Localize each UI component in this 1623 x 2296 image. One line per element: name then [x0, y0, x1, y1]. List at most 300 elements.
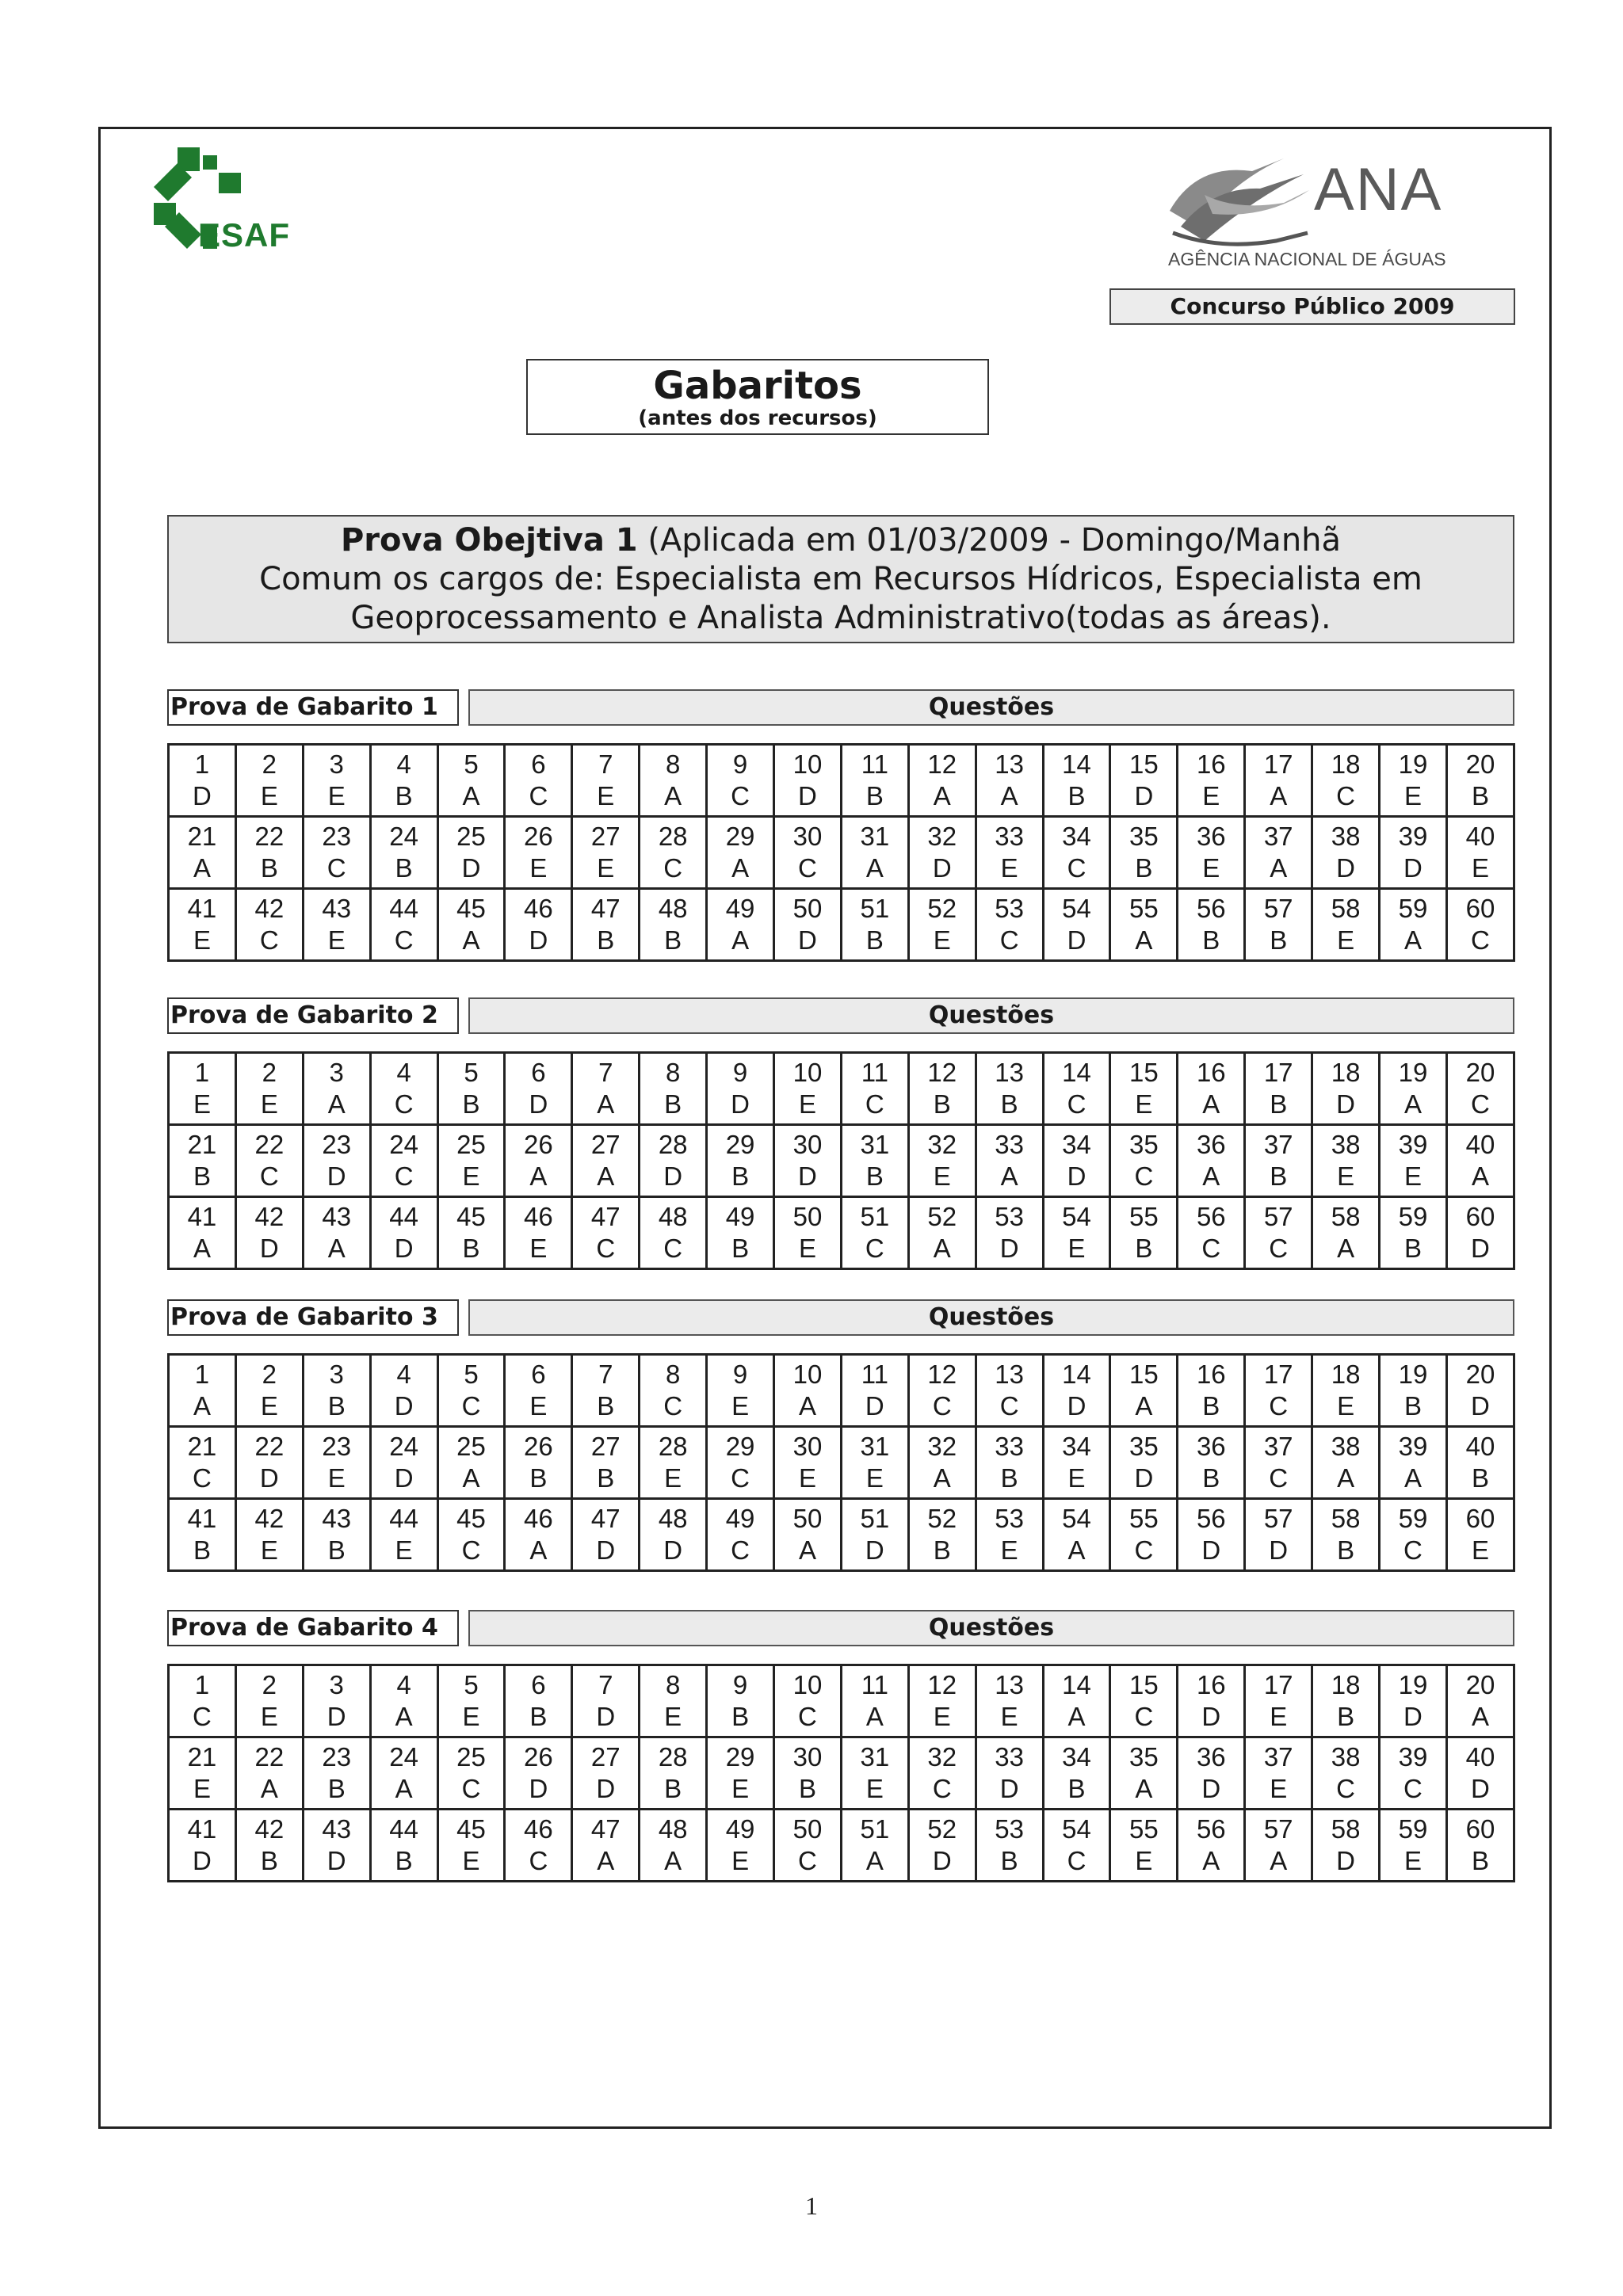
question-number: 32 [927, 1432, 957, 1461]
answer-letter: E [865, 1774, 884, 1803]
answer-letter: C [529, 1846, 548, 1875]
question-number: 47 [590, 894, 621, 923]
answer-letter: A [798, 1535, 816, 1565]
question-number: 38 [1331, 1432, 1361, 1461]
answer-cell [1446, 889, 1514, 961]
question-number: 18 [1331, 749, 1361, 779]
answer-letter: A [193, 1234, 211, 1263]
answer-letter: A [1270, 781, 1288, 810]
answer-letter: A [462, 925, 480, 955]
question-number: 48 [658, 1504, 688, 1533]
question-number: 3 [329, 1058, 344, 1087]
answer-cell [370, 745, 437, 817]
answer-letter: B [193, 1161, 211, 1191]
answer-letter: E [1067, 1463, 1086, 1493]
question-number: 5 [464, 1058, 479, 1087]
answer-letter: A [664, 781, 682, 810]
answer-letter: A [529, 1535, 548, 1565]
question-number: 53 [995, 1202, 1024, 1231]
answer-letter: B [865, 781, 884, 810]
answer-letter: E [529, 853, 548, 883]
answer-cell [370, 1427, 437, 1499]
answer-cell [1178, 1427, 1245, 1499]
answer-letter: E [1403, 781, 1422, 810]
answer-cell [841, 1665, 908, 1737]
question-number: 25 [456, 1742, 486, 1772]
answer-cell [235, 1125, 303, 1197]
question-number: 15 [1129, 1360, 1159, 1389]
answer-cell [1312, 1053, 1380, 1125]
answer-letter: E [1000, 853, 1018, 883]
answer-cell [303, 1125, 370, 1197]
answer-cell [1043, 1737, 1110, 1810]
answer-letter: E [1202, 853, 1220, 883]
answer-letter: B [327, 1391, 346, 1421]
answer-cell [1178, 1737, 1245, 1810]
question-number: 11 [861, 749, 888, 779]
question-number: 57 [1263, 1202, 1293, 1231]
answer-letter: A [1202, 1846, 1220, 1875]
question-number: 48 [658, 894, 688, 923]
answer-cell [169, 1499, 236, 1571]
answer-letter: D [461, 853, 481, 883]
question-number: 7 [598, 1058, 613, 1087]
answer-letter: C [1067, 1846, 1086, 1875]
question-number: 4 [396, 1058, 411, 1087]
question-number: 31 [860, 822, 890, 851]
answer-cell [437, 1053, 505, 1125]
answer-letter: E [1270, 1702, 1288, 1731]
question-number: 41 [187, 1504, 217, 1533]
question-number: 14 [1062, 1360, 1091, 1389]
question-number: 17 [1263, 1360, 1293, 1389]
answer-letter: D [1336, 1846, 1355, 1875]
answer-cell [437, 1427, 505, 1499]
question-number: 32 [927, 1742, 957, 1772]
question-number: 7 [598, 1360, 613, 1389]
answer-letter: D [932, 1846, 952, 1875]
answer-letter: B [395, 781, 413, 810]
gabarito-label: Prova de Gabarito 3 [167, 1299, 459, 1336]
question-number: 46 [524, 1202, 553, 1231]
question-number: 29 [725, 1742, 755, 1772]
answer-letter: C [1269, 1391, 1289, 1421]
answer-letter: C [798, 1846, 817, 1875]
question-number: 11 [861, 1058, 888, 1087]
answer-letter: A [462, 1463, 480, 1493]
answer-cell [707, 1355, 774, 1427]
answer-cell [303, 1355, 370, 1427]
answer-letter: C [731, 781, 750, 810]
gabarito-label: Prova de Gabarito 1 [167, 689, 459, 726]
answer-letter: D [865, 1535, 884, 1565]
table-row [169, 1499, 1514, 1571]
question-number: 38 [1331, 1130, 1361, 1159]
question-number: 30 [792, 822, 823, 851]
answer-letter: D [529, 925, 548, 955]
answer-letter: A [260, 1774, 278, 1803]
answer-cell [437, 1125, 505, 1197]
question-number: 44 [389, 894, 418, 923]
question-number: 14 [1062, 1058, 1091, 1087]
answer-letter: B [395, 1846, 413, 1875]
question-number: 22 [254, 1742, 285, 1772]
answer-letter: E [731, 1846, 750, 1875]
question-number: 38 [1331, 1742, 1361, 1772]
answer-cell [303, 745, 370, 817]
answer-cell [505, 1810, 572, 1882]
answer-cell [774, 1355, 842, 1427]
question-number: 36 [1196, 1742, 1226, 1772]
answer-letter: E [529, 1234, 548, 1263]
answer-cell [437, 1810, 505, 1882]
answer-cell [370, 1125, 437, 1197]
answer-letter: A [731, 853, 750, 883]
answer-letter: C [932, 1391, 952, 1421]
answer-cell [707, 1665, 774, 1737]
question-number: 12 [927, 1058, 957, 1087]
answer-cell [169, 1810, 236, 1882]
answer-cell [976, 1053, 1043, 1125]
question-number: 39 [1398, 1742, 1428, 1772]
answer-letter: A [597, 1161, 615, 1191]
answer-cell [1178, 745, 1245, 817]
question-number: 58 [1331, 1814, 1361, 1844]
question-number: 40 [1465, 822, 1495, 851]
answer-letter: B [1270, 1161, 1288, 1191]
answer-letter: B [1471, 1846, 1489, 1875]
answer-letter: D [394, 1391, 414, 1421]
question-number: 51 [860, 1202, 890, 1231]
answer-letter: B [462, 1089, 480, 1119]
answer-cell [437, 745, 505, 817]
answer-cell [1446, 1197, 1514, 1269]
answer-cell [841, 745, 908, 817]
answer-letter: D [932, 853, 952, 883]
answer-letter: D [1471, 1234, 1490, 1263]
esaf-logo-text: ESAF [198, 216, 291, 254]
question-number: 46 [524, 894, 553, 923]
answer-cell [1312, 1737, 1380, 1810]
answer-letter: D [798, 925, 817, 955]
question-number: 50 [792, 1814, 823, 1844]
answer-letter: B [1067, 781, 1086, 810]
answer-cell [1312, 1665, 1380, 1737]
question-number: 19 [1398, 1670, 1428, 1699]
question-number: 51 [860, 894, 890, 923]
question-number: 56 [1196, 894, 1226, 923]
answer-cell [1110, 889, 1178, 961]
answer-letter: B [1067, 1774, 1086, 1803]
answer-letter: E [1202, 781, 1220, 810]
answer-cell [1446, 817, 1514, 889]
question-number: 56 [1196, 1504, 1226, 1533]
answer-letter: D [1067, 925, 1086, 955]
prova-name: Prova Obejtiva 1 [340, 522, 638, 559]
answer-cell [505, 889, 572, 961]
answer-letter: B [260, 1846, 278, 1875]
question-number: 59 [1398, 894, 1428, 923]
answer-cell [235, 1737, 303, 1810]
question-number: 46 [524, 1814, 553, 1844]
answer-letter: E [193, 1774, 211, 1803]
answer-cell [505, 1427, 572, 1499]
answer-letter: A [327, 1234, 346, 1263]
answer-letter: A [731, 925, 750, 955]
gabarito-label: Prova de Gabarito 2 [167, 997, 459, 1034]
answer-letter: D [1269, 1535, 1289, 1565]
prova-info-box [167, 515, 1514, 643]
answer-letter: E [327, 925, 346, 955]
answer-letter: E [1471, 1535, 1489, 1565]
question-number: 35 [1129, 1742, 1159, 1772]
table-row [169, 889, 1514, 961]
question-number: 49 [725, 1504, 755, 1533]
question-number: 9 [732, 749, 748, 779]
answer-cell [1245, 1355, 1312, 1427]
answer-letter: B [597, 925, 615, 955]
question-number: 59 [1398, 1814, 1428, 1844]
table-row [169, 1810, 1514, 1882]
answer-cell [169, 1737, 236, 1810]
answer-letter: C [932, 1774, 952, 1803]
question-number: 12 [927, 749, 957, 779]
answer-cell [1110, 1665, 1178, 1737]
question-number: 21 [187, 1742, 217, 1772]
question-number: 42 [254, 1202, 285, 1231]
answer-letter: C [663, 1391, 683, 1421]
answer-cell [707, 1810, 774, 1882]
question-number: 6 [531, 1058, 546, 1087]
question-number: 49 [725, 1814, 755, 1844]
answer-cell [1380, 1125, 1447, 1197]
question-number: 53 [995, 1814, 1024, 1844]
answer-letter: E [664, 1463, 682, 1493]
question-number: 10 [792, 1670, 823, 1699]
answer-letter: A [865, 1846, 884, 1875]
question-number: 36 [1196, 822, 1226, 851]
question-number: 30 [792, 1432, 823, 1461]
answer-cell [303, 1053, 370, 1125]
answer-cell [707, 1053, 774, 1125]
table-row [169, 817, 1514, 889]
answer-letter: C [1336, 1774, 1355, 1803]
question-number: 57 [1263, 1504, 1293, 1533]
question-number: 45 [456, 1504, 486, 1533]
answer-cell [1446, 1810, 1514, 1882]
question-number: 59 [1398, 1504, 1428, 1533]
question-number: 44 [389, 1814, 418, 1844]
question-number: 54 [1062, 1814, 1091, 1844]
answer-cell [370, 889, 437, 961]
answer-cell [572, 1197, 640, 1269]
answer-letter: E [462, 1702, 480, 1731]
question-number: 51 [860, 1814, 890, 1844]
question-number: 42 [254, 1504, 285, 1533]
answer-letter: E [1135, 1846, 1153, 1875]
answer-cell [572, 745, 640, 817]
question-number: 38 [1331, 822, 1361, 851]
answer-cell [640, 889, 707, 961]
answer-letter: E [1471, 853, 1489, 883]
answer-letter: B [529, 1702, 548, 1731]
answer-cell [1380, 1665, 1447, 1737]
question-number: 15 [1129, 1670, 1159, 1699]
table-row [169, 1355, 1514, 1427]
question-number: 37 [1263, 822, 1293, 851]
question-number: 10 [792, 1360, 823, 1389]
answer-letter: A [1471, 1161, 1489, 1191]
question-number: 52 [927, 1504, 957, 1533]
answer-cell [1312, 745, 1380, 817]
answer-letter: C [596, 1234, 616, 1263]
question-number: 54 [1062, 1504, 1091, 1533]
answer-cell [1245, 889, 1312, 961]
answer-cell [640, 1665, 707, 1737]
answer-letter: D [865, 1391, 884, 1421]
answer-letter: D [1403, 853, 1423, 883]
answer-letter: D [1471, 1774, 1490, 1803]
answer-cell [908, 1053, 976, 1125]
answer-letter: C [529, 781, 548, 810]
answer-grid [167, 1664, 1515, 1882]
answer-cell [908, 889, 976, 961]
answer-cell [976, 1665, 1043, 1737]
question-number: 31 [860, 1432, 890, 1461]
answer-cell [1178, 1125, 1245, 1197]
table-row [169, 1427, 1514, 1499]
question-number: 58 [1331, 1202, 1361, 1231]
question-number: 14 [1062, 1670, 1091, 1699]
question-number: 6 [531, 1360, 546, 1389]
answer-cell [303, 889, 370, 961]
answer-letter: B [193, 1535, 211, 1565]
answer-letter: D [1067, 1161, 1086, 1191]
answer-letter: D [327, 1846, 346, 1875]
answer-letter: D [1336, 1089, 1355, 1119]
answer-cell [1043, 1427, 1110, 1499]
answer-letter: A [1135, 1391, 1153, 1421]
answer-cell [1380, 817, 1447, 889]
answer-letter: C [461, 1535, 481, 1565]
answer-cell [1043, 1810, 1110, 1882]
answer-letter: A [1202, 1089, 1220, 1119]
question-number: 28 [658, 1432, 688, 1461]
answer-letter: E [260, 1702, 278, 1731]
question-number: 3 [329, 749, 344, 779]
answer-cell [169, 817, 236, 889]
answer-cell [1110, 745, 1178, 817]
question-number: 47 [590, 1814, 621, 1844]
answer-letter: B [1471, 781, 1489, 810]
answer-cell [169, 1125, 236, 1197]
answer-cell [572, 1125, 640, 1197]
answer-letter: A [1270, 1846, 1288, 1875]
question-number: 26 [524, 1742, 553, 1772]
question-number: 27 [590, 1742, 621, 1772]
question-number: 26 [524, 1432, 553, 1461]
answer-cell [505, 1499, 572, 1571]
concurso-badge: Concurso Público 2009 [1109, 288, 1515, 325]
question-number: 16 [1196, 1058, 1226, 1087]
answer-cell [707, 745, 774, 817]
answer-cell [707, 817, 774, 889]
question-number: 53 [995, 894, 1024, 923]
answer-letter: D [529, 1774, 548, 1803]
answer-letter: B [1471, 1463, 1489, 1493]
answer-cell [976, 1125, 1043, 1197]
question-number: 24 [389, 1432, 418, 1461]
answer-letter: A [1337, 1463, 1355, 1493]
question-number: 58 [1331, 1504, 1361, 1533]
question-number: 14 [1062, 749, 1091, 779]
answer-letter: E [731, 1391, 750, 1421]
question-number: 33 [995, 1432, 1024, 1461]
question-number: 39 [1398, 1432, 1428, 1461]
answer-letter: E [597, 781, 615, 810]
answer-cell [1380, 1197, 1447, 1269]
question-number: 40 [1465, 1130, 1495, 1159]
answer-letter: C [1134, 1535, 1154, 1565]
answer-cell [437, 1197, 505, 1269]
answer-letter: B [731, 1161, 750, 1191]
question-number: 41 [187, 1202, 217, 1231]
question-number: 26 [524, 1130, 553, 1159]
question-number: 54 [1062, 894, 1091, 923]
question-number: 5 [464, 749, 479, 779]
answer-letter: E [1337, 1391, 1355, 1421]
question-number: 4 [396, 749, 411, 779]
answer-cell [1312, 1427, 1380, 1499]
answer-cell [437, 889, 505, 961]
answer-letter: E [193, 925, 211, 955]
answer-cell [370, 1737, 437, 1810]
answer-cell [1446, 745, 1514, 817]
answer-letter: E [865, 1463, 884, 1493]
question-number: 23 [322, 822, 352, 851]
answer-letter: A [1000, 1161, 1018, 1191]
answer-letter: E [664, 1702, 682, 1731]
answer-letter: B [1403, 1391, 1422, 1421]
answer-letter: B [1000, 1463, 1018, 1493]
page-number: 1 [805, 2191, 818, 2220]
answer-cell [572, 1053, 640, 1125]
answer-letter: E [1000, 1535, 1018, 1565]
answer-cell [1446, 1053, 1514, 1125]
questoes-label: Questões [468, 997, 1514, 1034]
question-number: 1 [194, 1670, 210, 1699]
answer-cell [976, 1355, 1043, 1427]
question-number: 60 [1465, 1504, 1495, 1533]
answer-letter: D [1201, 1774, 1221, 1803]
answer-letter: B [1270, 925, 1288, 955]
answer-cell [235, 1197, 303, 1269]
question-number: 18 [1331, 1058, 1361, 1087]
answer-cell [908, 1810, 976, 1882]
question-number: 42 [254, 1814, 285, 1844]
answer-cell [370, 1053, 437, 1125]
answer-letter: C [1403, 1535, 1423, 1565]
answer-letter: D [529, 1089, 548, 1119]
answer-cell [774, 1125, 842, 1197]
answer-letter: B [1202, 925, 1220, 955]
answer-cell [1380, 1053, 1447, 1125]
question-number: 57 [1263, 894, 1293, 923]
answer-letter: D [1067, 1391, 1086, 1421]
question-number: 43 [322, 1202, 352, 1231]
answer-letter: B [1202, 1391, 1220, 1421]
answer-cell [1312, 1810, 1380, 1882]
